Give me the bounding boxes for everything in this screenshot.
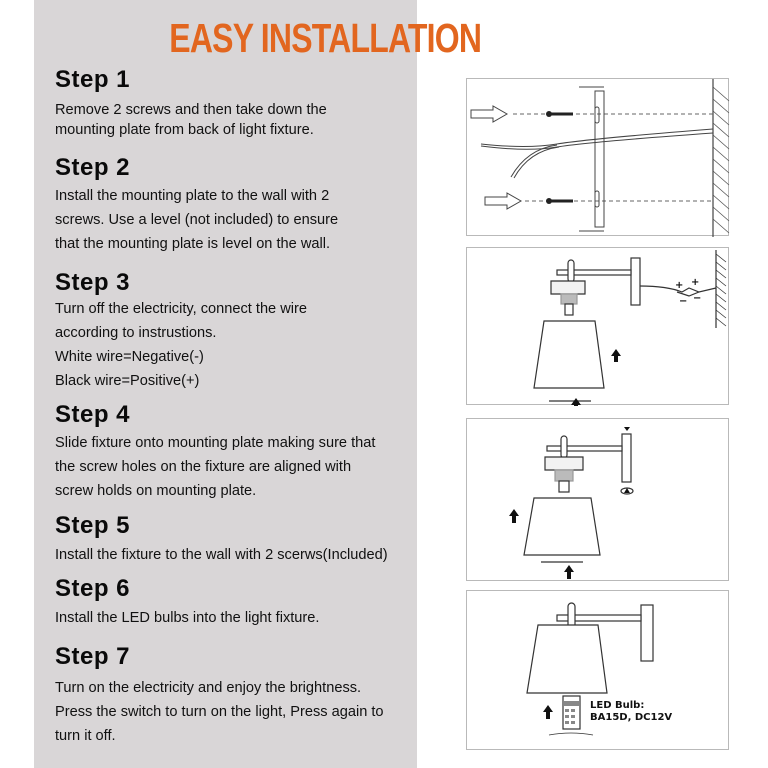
step-text: Black wire=Positive(+) xyxy=(55,373,200,389)
page-title: EASY INSTALLATION xyxy=(169,15,482,61)
step-heading: Step 3 xyxy=(55,269,131,296)
step-text: White wire=Negative(-) xyxy=(55,349,204,365)
svg-text:−: − xyxy=(679,296,688,307)
step-text: the screw holes on the fixture are aligned with xyxy=(55,459,352,475)
step-text: screw holds on mounting plate. xyxy=(55,483,257,499)
step-3 xyxy=(55,269,415,393)
slide-fixture-illustration xyxy=(467,419,730,582)
step-5 xyxy=(55,512,415,567)
step-text: Remove 2 screws and then take down the xyxy=(55,102,327,118)
step-text: screws. Use a level (not included) to ensure xyxy=(55,212,339,228)
step-4 xyxy=(55,401,415,503)
step-heading: Step 5 xyxy=(55,512,131,539)
svg-text:−: − xyxy=(693,293,702,304)
wiring-illustration xyxy=(467,248,730,406)
step-heading: Step 4 xyxy=(55,401,131,428)
step-heading: Step 2 xyxy=(55,154,131,181)
step-1 xyxy=(55,66,415,142)
step-6 xyxy=(55,575,415,630)
step-text: turn it off. xyxy=(55,728,116,744)
wiring-diagram xyxy=(466,247,729,405)
svg-text:+: + xyxy=(675,280,684,291)
step-text: Install the LED bulbs into the light fixture. xyxy=(55,610,320,626)
step-text: Turn off the electricity, connect the wire xyxy=(55,301,307,317)
step-7 xyxy=(55,643,415,748)
step-text: according to instrustions. xyxy=(55,325,217,341)
led-bulb-label-line2: BA15D, DC12V xyxy=(590,712,673,723)
step-text: that the mounting plate is level on the wall. xyxy=(55,236,331,252)
mounting-plate-diagram xyxy=(466,78,729,236)
step-heading: Step 7 xyxy=(55,643,131,670)
led-bulb-diagram xyxy=(466,590,729,750)
step-heading: Step 6 xyxy=(55,575,131,602)
led-bulb-illustration xyxy=(467,591,730,751)
svg-text:+: + xyxy=(691,277,700,288)
step-2 xyxy=(55,154,415,256)
slide-fixture-diagram xyxy=(466,418,729,581)
step-heading: Step 1 xyxy=(55,66,131,93)
mounting-plate-illustration xyxy=(467,79,730,237)
step-text: Install the fixture to the wall with 2 scerws(Included) xyxy=(55,547,388,563)
led-bulb-label-line1: LED Bulb: xyxy=(590,700,645,711)
step-text: Press the switch to turn on the light, Press again to xyxy=(55,704,384,720)
step-text: mounting plate from back of light fixture. xyxy=(55,122,314,138)
step-text: Slide fixture onto mounting plate making sure that xyxy=(55,435,376,451)
step-text: Turn on the electricity and enjoy the brightness. xyxy=(55,680,362,696)
step-text: Install the mounting plate to the wall with 2 xyxy=(55,188,330,204)
